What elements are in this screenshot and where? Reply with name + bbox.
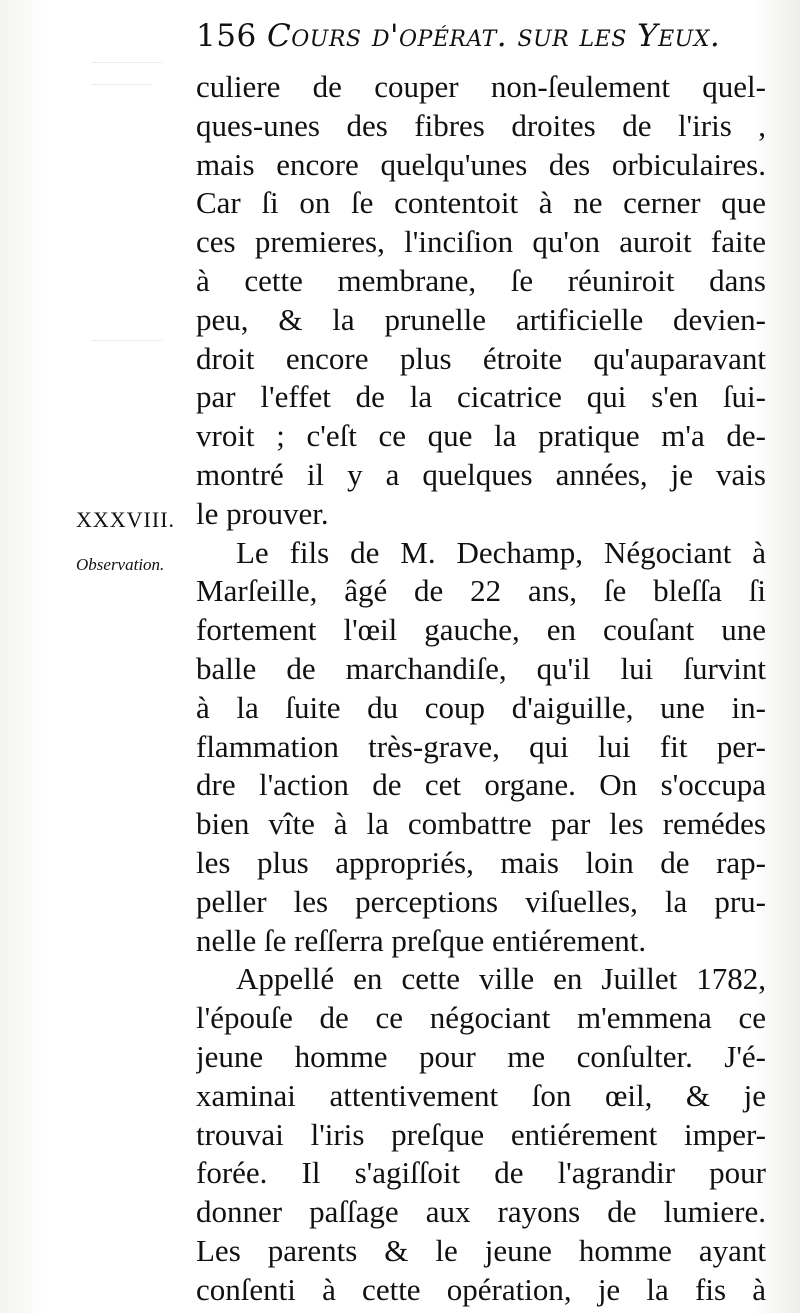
text-line: dre l'action de cet organe. On s'occupa — [196, 767, 766, 803]
text-line: Les parents & le jeune homme ayant — [196, 1232, 766, 1268]
text-line: droit encore plus étroite qu'auparavant — [196, 340, 766, 376]
text-line: culiere de couper non-ſeulement quel- — [196, 69, 766, 104]
text-line: l'épouſe de ce négociant m'emmena ce — [196, 1000, 766, 1036]
text-line: conſenti à cette opération, je la fis à — [196, 1271, 766, 1307]
text-line: xaminai attentivement ſon œil, & je — [196, 1077, 766, 1113]
text-line: peu, & la prunelle artificielle devien- — [196, 301, 766, 337]
text-line: nelle ſe reſſerra preſque entiérement. — [196, 922, 647, 958]
text-line: par l'effet de la cicatrice qui s'en ſui- — [196, 379, 766, 415]
text-line: vroit ; c'eſt ce que la pratique m'a de- — [196, 418, 766, 454]
text-line: forée. Il s'agiſſoit de l'agrandir pour — [196, 1155, 766, 1191]
text-line: Marſeille, âgé de 22 ans, ſe bleſſa ſi — [196, 573, 766, 609]
text-line: bien vîte à la combattre par les remédes — [196, 806, 766, 842]
text-line: ces premieres, l'inciſion qu'on auroit faite — [196, 224, 766, 260]
text-line: les plus appropriés, mais loin de rap- — [196, 844, 766, 880]
show-through-mark — [92, 340, 162, 349]
text-line: montré il y a quelques années, je vais — [196, 456, 766, 492]
text-line: à la ſuite du coup d'aiguille, une in- — [196, 689, 766, 725]
text-line: peller les perceptions viſuelles, la pru- — [196, 883, 766, 919]
text-line: balle de marchandiſe, qu'il lui ſurvint — [196, 650, 766, 686]
text-line: donner paſſage aux rayons de lumiere. — [196, 1194, 766, 1230]
text-line: le prouver. — [196, 495, 329, 531]
text-line: Car ſi on ſe contentoit à ne cerner que — [196, 185, 766, 221]
page-number: 156 — [196, 18, 257, 54]
text-line: mais encore quelqu'unes des orbiculaires. — [196, 146, 766, 182]
body-text — [196, 68, 766, 1310]
show-through-mark — [92, 84, 152, 93]
text-line: Le fils de M. Dechamp, Négociant à — [236, 534, 766, 570]
running-header — [196, 18, 766, 64]
text-line: ques-unes des fibres droites de l'iris , — [196, 107, 766, 143]
observation-label: Observation. — [76, 555, 165, 574]
text-line: fortement l'œil gauche, en couſant une — [196, 612, 766, 648]
text-line: flammation très-grave, qui lui fit per- — [196, 728, 766, 764]
text-line: trouvai l'iris preſque entiérement imper- — [196, 1116, 766, 1152]
observation-number: XXXVIII. — [76, 507, 176, 532]
text-line: jeune homme pour me conſulter. J'é- — [196, 1038, 766, 1074]
show-through-mark — [92, 62, 162, 71]
text-line: à cette membrane, ſe réuniroit dans — [196, 262, 766, 298]
text-line: Appellé en cette ville en Juillet 1782, — [236, 961, 766, 997]
running-title: Cours d'opérat. sur les Yeux. — [267, 18, 721, 54]
